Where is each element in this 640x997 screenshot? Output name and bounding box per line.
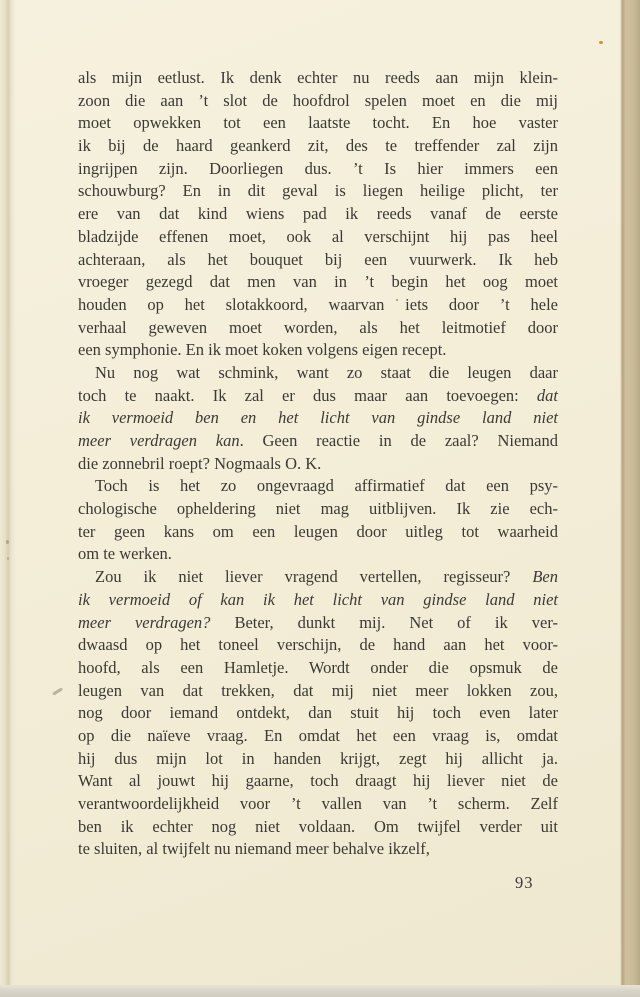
text-line: ik bij de haard geankerd zit, des te treffender zal zijn <box>78 136 558 156</box>
text-line: een symphonie. En ik moet koken volgens eigen recept. <box>78 340 447 360</box>
ink-speck <box>6 540 9 544</box>
text-line: die zonnebril roept? Nogmaals O. K. <box>78 453 322 473</box>
text-line: chologische opheldering niet mag uitblijven. Ik zie ech- <box>78 499 558 519</box>
ink-speck <box>7 557 9 560</box>
margin-pencil-mark <box>52 687 63 695</box>
text-line: meer verdragen? Beter, dunkt mij. Net of ik ver- <box>78 612 558 632</box>
page-number: 93 <box>515 873 534 892</box>
text-line: om te werken. <box>78 544 172 564</box>
text-line: Nu nog wat schmink, want zo staat die leugen daar <box>95 362 558 382</box>
text-block <box>78 67 558 861</box>
text-line: leugen van dat trekken, dat mij niet meer lokken zou, <box>78 680 558 700</box>
text-line: nog door iemand ontdekt, dan stuit hij toch even later <box>78 703 558 723</box>
text-line: achteraan, als het bouquet bij een vuurwerk. Ik heb <box>78 249 558 269</box>
text-line: Want al jouwt hij gaarne, toch draagt hij liever niet de <box>78 771 558 791</box>
text-line: zoon die aan ’t slot de hoofdrol spelen moet en die mij <box>78 90 558 110</box>
ink-speck <box>599 41 603 44</box>
text-line: hoofd, als een Hamletje. Wordt onder die opsmuk de <box>78 657 558 677</box>
text-line: dwaasd op het toneel verschijn, de hand aan het voor- <box>78 635 558 655</box>
text-line: ingrijpen zijn. Doorliegen dus. ’t Is hier immers een <box>78 158 558 178</box>
text-line: ter geen kans om een leugen door uitleg tot waarheid <box>78 521 558 541</box>
text-line: ere van dat kind wiens pad ik reeds vanaf de eerste <box>78 204 558 224</box>
text-line: meer verdragen kan. Geen reactie in de zaal? Niemand <box>78 431 558 450</box>
text-line: op die naïeve vraag. En omdat het een vraag is, omdat <box>78 725 558 745</box>
text-line: moet opwekken tot een laatste tocht. En hoe vaster <box>78 113 558 133</box>
text-line: ben ik echter nog niet voldaan. Om twijfel verder uit <box>78 816 558 836</box>
text-line: houden op het slotakkoord, waarvan iets door ’t hele <box>78 294 558 314</box>
page-gutter-crease <box>0 0 16 997</box>
page-right-edge <box>620 0 640 997</box>
text-line: schouwburg? En in dit geval is liegen heilige plicht, ter <box>78 181 558 201</box>
text-line: als mijn eetlust. Ik denk echter nu reeds aan mijn klein- <box>78 68 558 87</box>
text-line: verhaal geweven moet worden, als het leitmotief door <box>78 317 558 337</box>
text-line: toch te naakt. Ik zal er dus maar aan toevoegen: dat <box>78 385 558 405</box>
text-line: Zou ik niet liever vragend vertellen, regisseur? Ben <box>95 567 558 587</box>
text-line: te sluiten, al twijfelt nu niemand meer behalve ikzelf, <box>78 839 430 859</box>
text-line: Toch is het zo ongevraagd affirmatief dat een psy- <box>95 476 558 496</box>
text-line: ik vermoeid ben en het licht van gindse land niet <box>78 408 558 428</box>
text-line: vroeger gezegd dat men van in ’t begin het oog moet <box>78 272 558 292</box>
scan-bottom-edge <box>0 985 640 997</box>
text-line: bladzijde effenen moet, ook al verschijnt hij pas heel <box>78 226 558 246</box>
text-line: ik vermoeid of kan ik het licht van gindse land niet <box>78 589 558 609</box>
text-line: verantwoordelijkheid voor ’t vallen van ’t scherm. Zelf <box>78 794 558 813</box>
text-line: hij dus mijn lot in handen krijgt, zegt hij allicht ja. <box>78 748 558 768</box>
